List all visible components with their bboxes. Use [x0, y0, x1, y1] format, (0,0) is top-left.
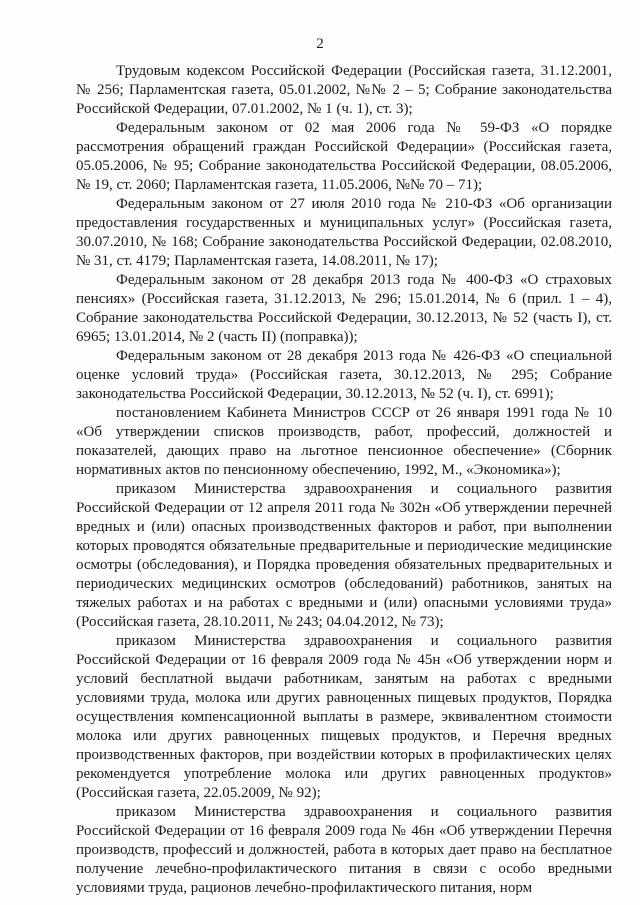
page-number: 2 — [316, 36, 324, 52]
legal-act-paragraph: приказом Министерства здравоохранения и социального развития Российской Федерации от 16 февраля 2009 года № 46н «Об утверждении Перечня производств, профессий и должностей, работа в которых дает право на бесплатное получение лечебно-профилактического питания в связи с особо вредными условиями труда, рационов лечебно-профилактического питания, норм — [76, 804, 612, 896]
legal-act-paragraph: Федеральным законом от 27 июля 2010 года № 210-ФЗ «Об организации предоставления государственных и муниципальных услуг» (Российская газета, 30.07.2010, № 168; Собрание законодательства Российской Федерации, 02.08.2010, № 31, ст. 4179; Парламентская газета, 14.08.2011, № 17); — [76, 196, 612, 269]
legal-act-paragraph: приказом Министерства здравоохранения и социального развития Российской Федерации от 16 февраля 2009 года № 45н «Об утверждении норм и условий бесплатной выдачи работникам, занятым на работах с вредными условиями труда, молока или других равноценных пищевых продуктов, Порядка осуществления компенсационной выплаты в размере, эквивалентном стоимости молока или других равноценных пищевых продуктов, и Перечня вредных производственных факторов, при воздействии которых в профилактических целях рекомендуется употребление молока или других равноценных продуктов» (Российская газета, 22.05.2009, № 92); — [76, 633, 612, 801]
legal-act-paragraph: Федеральным законом от 28 декабря 2013 года № 426-ФЗ «О специальной оценке условий труда» (Российская газета, 30.12.2013, № 295; Собрание законодательства Российской Федерации, 30.12.2013, № 52 (ч. I), ст. 6991); — [76, 348, 612, 402]
legal-act-paragraph: Федеральным законом от 02 мая 2006 года № 59-ФЗ «О порядке рассмотрения обращений граждан Российской Федерации» (Российская газета, 05.05.2006, № 95; Собрание законодательства Российской Федерации, 08.05.2006, № 19, ст. 2060; Парламентская газета, 11.05.2006, №№ 70 – 71); — [76, 120, 612, 193]
legal-act-paragraph: приказом Министерства здравоохранения и социального развития Российской Федерации от 12 апреля 2011 года № 302н «Об утверждении перечней вредных и (или) опасных производственных факторов и работ, при выполнении которых проводятся обязательные предварительные и периодические медицинские осмотры (обследования), и Порядка проведения обязательных предварительных и периодических медицинских осмотров (обследований) работников, занятых на тяжелых работах и на работах с вредными и (или) опасными условиями труда» (Российская газета, 28.10.2011, № 243; 04.04.2012, № 73); — [76, 481, 612, 630]
legal-act-paragraph: Федеральным законом от 28 декабря 2013 года № 400-ФЗ «О страховых пенсиях» (Российская газета, 31.12.2013, № 296; 15.01.2014, № 6 (прил. 1 – 4), Собрание законодательства Российской Федерации, 30.12.2013, № 52 (часть I), ст. 6965; 13.01.2014, № 2 (часть II) (поправка)); — [76, 272, 612, 345]
legal-basis-list — [76, 62, 612, 898]
legal-act-paragraph: постановлением Кабинета Министров СССР от 26 января 1991 года № 10 «Об утверждении списков производств, работ, профессий, должностей и показателей, дающих право на льготное пенсионное обеспечение» (Сборник нормативных актов по пенсионному обеспечению, 1992, М., «Экономика»); — [76, 405, 612, 478]
legal-act-paragraph: Трудовым кодексом Российской Федерации (Российская газета, 31.12.2001, № 256; Парламентская газета, 05.01.2002, №№ 2 – 5; Собрание законодательства Российской Федерации, 07.01.2002, № 1 (ч. 1), ст. 3); — [76, 63, 612, 117]
